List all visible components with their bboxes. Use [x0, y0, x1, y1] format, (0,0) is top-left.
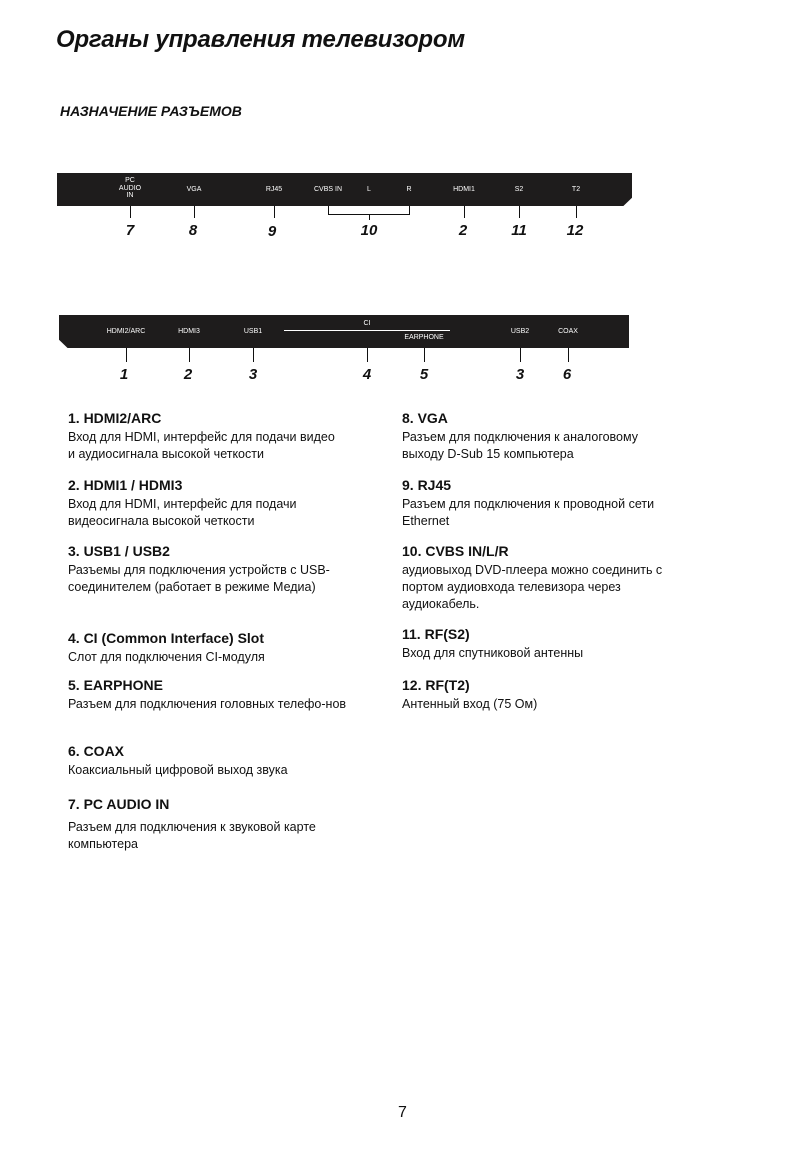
label-s2: S2: [514, 186, 524, 193]
connector-description: [68, 477, 388, 530]
ci-slot-line: [284, 330, 450, 331]
connector-text: Разъем для подключения к аналоговому выходу D-Sub 15 компьютера: [402, 430, 638, 461]
connector-text: Разъем для подключения головных телефо-нов: [68, 697, 347, 711]
leader-line: [367, 348, 368, 362]
connector-text: Антенный вход (75 Ом): [402, 697, 538, 711]
connector-description: [402, 626, 722, 662]
connector-title: 9. RJ45: [402, 477, 452, 493]
leader-line: [576, 206, 577, 218]
connector-title: 10. CVBS IN/L/R: [402, 543, 509, 559]
connector-title: 3. USB1 / USB2: [68, 543, 170, 559]
connector-title: 8. VGA: [402, 410, 448, 426]
connector-text: Вход для спутниковой антенны: [402, 646, 584, 660]
connector-title: 11. RF(S2): [402, 626, 470, 642]
callout-number: 11: [511, 222, 527, 239]
callout-number: 5: [419, 366, 429, 383]
connector-description: [68, 630, 388, 666]
connector-description: [68, 677, 388, 713]
label-t2: T2: [571, 186, 581, 193]
callout-number: 3: [248, 366, 258, 383]
connector-description: [402, 410, 722, 463]
connector-title: 4. CI (Common Interface) Slot: [68, 630, 265, 646]
leader-line: [568, 348, 569, 362]
leader-line: [424, 348, 425, 362]
connector-text: аудиовыход DVD-плеера можно соединить с портом аудиовхода телевизора через аудиокабель.: [402, 563, 663, 611]
leader-line: [253, 348, 254, 362]
connector-title: 1. HDMI2/ARC: [68, 410, 162, 426]
callout-number: 4: [362, 366, 372, 383]
connector-text: Коаксиальный цифровой выход звука: [68, 763, 288, 777]
label-earphone: EARPHONE: [404, 334, 444, 341]
page-title: Органы управления телевизором: [56, 26, 465, 53]
connector-title: 2. HDMI1 / HDMI3: [68, 477, 183, 493]
connector-description: [402, 543, 722, 613]
callout-number: 7: [125, 222, 135, 239]
connector-description: [68, 796, 388, 853]
leader-line: [520, 348, 521, 362]
leader-line: [519, 206, 520, 218]
leader-line: [464, 206, 465, 218]
callout-number: 12: [566, 222, 584, 239]
leader-line: [369, 214, 370, 220]
leader-line: [189, 348, 190, 362]
page-number: 7: [398, 1104, 407, 1121]
connector-text: Разъемы для подключения устройств с USB-соединителем (работает в режиме Медиа): [68, 563, 330, 594]
connector-description: [68, 743, 388, 779]
label-hdmi3: HDMI3: [178, 328, 200, 335]
callout-number: 10: [360, 222, 378, 239]
label-cvbs-in: CVBS IN: [313, 186, 343, 193]
label-l: L: [367, 186, 371, 193]
label-pc-audio-in: PC AUDIO IN: [118, 177, 142, 199]
callout-number: 6: [562, 366, 572, 383]
section-title: НАЗНАЧЕНИЕ РАЗЪЕМОВ: [60, 103, 242, 119]
connector-text: Вход для HDMI, интерфейс для подачи видео и аудиосигнала высокой четкости: [68, 430, 335, 461]
label-ci: CI: [363, 320, 371, 327]
callout-number: 2: [458, 222, 468, 239]
connector-text: Вход для HDMI, интерфейс для подачи видеосигнала высокой четкости: [68, 497, 297, 528]
connector-title: 5. EARPHONE: [68, 677, 163, 693]
connector-text: Разъем для подключения к проводной сети Ethernet: [402, 497, 655, 528]
connector-description: [68, 543, 388, 596]
connector-description: [402, 677, 722, 713]
label-hdmi2-arc: HDMI2/ARC: [106, 328, 146, 335]
leader-line: [130, 206, 131, 218]
leader-line: [194, 206, 195, 218]
label-r: R: [406, 186, 412, 193]
callout-number: 8: [188, 222, 198, 239]
callout-number: 2: [183, 366, 193, 383]
label-usb2: USB2: [510, 328, 530, 335]
label-usb1: USB1: [243, 328, 263, 335]
connector-title: 7. PC AUDIO IN: [68, 796, 170, 812]
callout-number: 9: [267, 223, 277, 240]
connector-text: Разъем для подключения к звуковой карте компьютера: [68, 820, 316, 851]
label-vga: VGA: [186, 186, 202, 193]
connector-title: 6. COAX: [68, 743, 125, 759]
connector-text: Слот для подключения CI-модуля: [68, 650, 265, 664]
connector-title: 12. RF(T2): [402, 677, 470, 693]
label-hdmi1: HDMI1: [453, 186, 475, 193]
leader-line: [274, 206, 275, 218]
callout-number: 1: [119, 366, 129, 383]
label-rj45: RJ45: [265, 186, 283, 193]
connector-description: [68, 410, 388, 463]
leader-line: [126, 348, 127, 362]
top-connector-panel: [57, 173, 632, 206]
connector-description: [402, 477, 722, 530]
callout-number: 3: [515, 366, 525, 383]
label-coax: COAX: [558, 328, 578, 335]
